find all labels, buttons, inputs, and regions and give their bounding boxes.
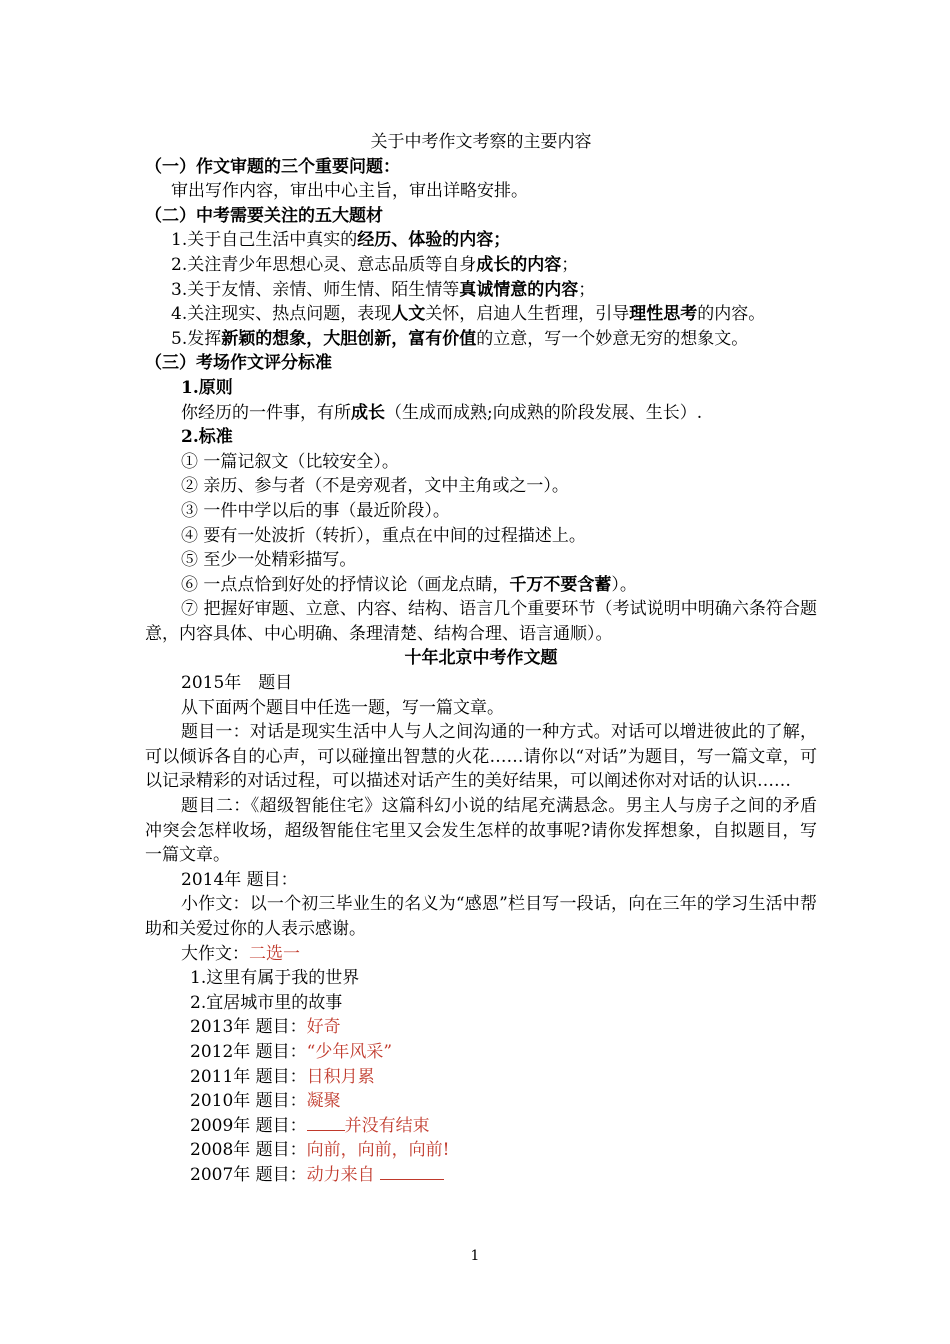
principle-text: 你经历的一件事，有所成长（生成而成熟;向成熟的阶段发展、生长）. (181, 402, 703, 423)
topic-item: 5.发挥新颖的想象，大胆创新，富有价值的立意，写一个妙意无穷的想象文。 (171, 328, 749, 349)
blank-line (380, 1179, 444, 1180)
year-2014: 2014年 题目： (181, 869, 298, 890)
topic-item: 3.关于友情、亲情、师生情、陌生情等真诚情意的内容； (171, 279, 596, 300)
beijing-heading: 十年北京中考作文题 (404, 648, 558, 669)
section-2-heading: （二）中考需要关注的五大题材 (145, 205, 383, 226)
big-essay: 大作文：二选一 (181, 943, 300, 964)
big-essay-option: 2.宜居城市里的故事 (190, 992, 343, 1013)
topic-one: 题目一：对话是现实生活中人与人之间沟通的一种方式。对话可以增进彼此的了解，可以倾诉各自的心声，可以碰撞出智慧的火花……请你以“对话”为题目，写一篇文章，可以记录精彩的对话过程，可以描述对话产生的美好结果，可以阐述你对对话的认识…… (145, 722, 817, 792)
section-1-text: 审出写作内容，审出中心主旨，审出详略安排。 (171, 181, 528, 202)
standard-item: ① 一篇记叙文（比较安全）。 (181, 451, 399, 472)
standard-item: ⑤ 至少一处精彩描写。 (181, 550, 357, 571)
topic-item: 4.关注现实、热点问题，表现人文关怀，启迪人生哲理，引导理性思考的内容。 (171, 304, 766, 325)
principle-label: 1.原则 (181, 377, 233, 398)
blank-line (307, 1130, 345, 1131)
year-topic: 2011年 题目：日积月累 (190, 1066, 375, 1087)
big-essay-option: 1.这里有属于我的世界 (190, 968, 360, 989)
standard-item: ⑦ 把握好审题、立意、内容、结构、语言几个重要环节（考试说明中明确六条符合题意，内容具体、中心明确、条理清楚、结构合理、语言通顺）。 (145, 599, 817, 644)
page-number: 1 (470, 1248, 480, 1264)
year-topic: 2010年 题目：凝聚 (190, 1091, 341, 1112)
standard-item: ③ 一件中学以后的事（最近阶段）。 (181, 500, 450, 521)
year-topic: 2013年 题目：好奇 (190, 1017, 341, 1038)
year-topic: 2007年 题目：动力来自 (145, 1163, 817, 1188)
year-topic: 2012年 题目：“少年风采” (190, 1041, 393, 1062)
year-2015: 2015年 题目 (181, 673, 293, 694)
standard-item: ④ 要有一处波折（转折），重点在中间的过程描述上。 (181, 525, 586, 546)
standard-item: ⑥ 一点点恰到好处的抒情议论（画龙点睛，千万不要含蓄）。 (181, 574, 637, 595)
year-topic: 2009年 题目： 并没有结束 (190, 1115, 430, 1136)
standard-item: ② 亲历、参与者（不是旁观者，文中主角或之一）。 (181, 476, 569, 497)
exam-intro: 从下面两个题目中任选一题，写一篇文章。 (181, 697, 504, 718)
year-topic: 2008年 题目：向前，向前，向前! (190, 1140, 450, 1161)
section-1-heading: （一）作文审题的三个重要问题： (145, 156, 400, 177)
topic-item: 2.关注青少年思想心灵、意志品质等自身成长的内容； (171, 254, 579, 275)
small-essay: 小作文：以一个初三毕业生的名义为“感恩”栏目写一段话，向在三年的学习生活中帮助和关爱过你的人表示感谢。 (145, 894, 817, 939)
standard-label: 2.标准 (181, 427, 233, 448)
section-3-heading: （三）考场作文评分标准 (145, 353, 332, 374)
doc-title: 关于中考作文考察的主要内容 (370, 132, 592, 152)
document-body (145, 130, 817, 1188)
topic-item: 1.关于自己生活中真实的经历、体验的内容； (171, 230, 511, 251)
topic-two: 题目二：《超级智能住宅》这篇科幻小说的结尾充满悬念。男主人与房子之间的矛盾冲突会怎样收场，超级智能住宅里又会发生怎样的故事呢?请你发挥想象，自拟题目，写一篇文章。 (145, 796, 817, 866)
